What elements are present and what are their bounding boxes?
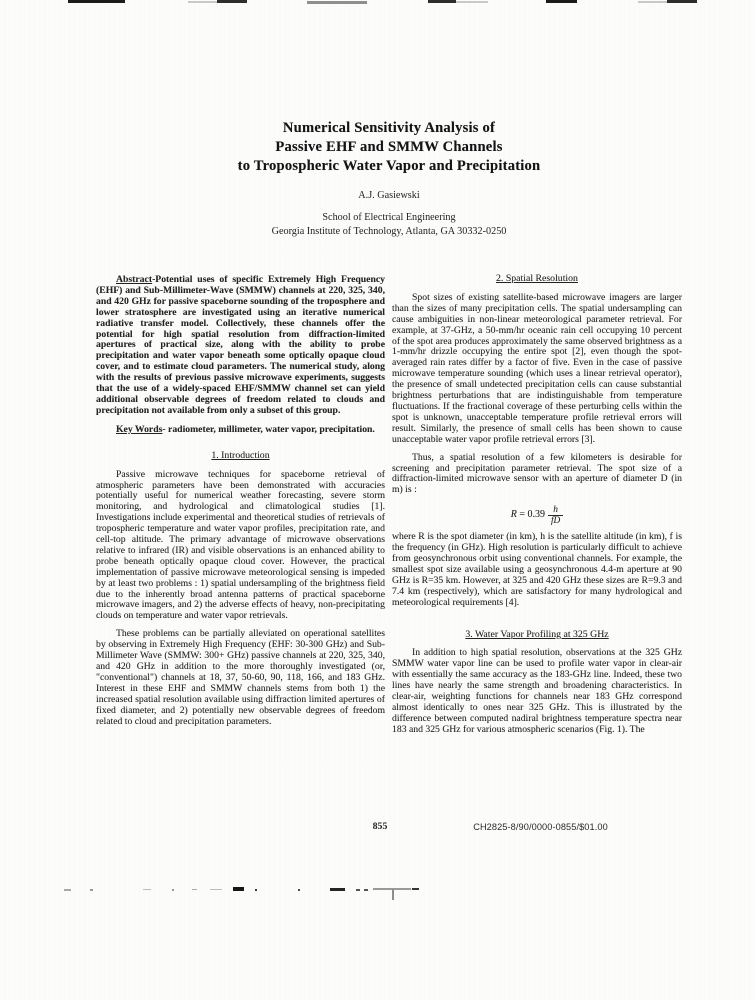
section-heading-introduction [96,451,385,462]
scan-artifact [217,0,247,3]
spatial-resolution-paragraph-3: where R is the spot diameter (in km), h is the satellite altitude (in km), f is the frequency (in GHz). High resolution is particularly difficult to achieve from geosynchronous orbit using conventional channels. For example, the smallest spot size available using a geosynchronous 4.4-m aperture at 90 GHz is R=35 km. However, at 325 and 420 GHz these sizes are R=9.3 and 7.4 km (respectively), which are satisfactory for many hydrological and meteorological requirements [4]. [392,531,682,608]
scan-artifact [192,889,197,890]
spot-size-equation [392,505,682,526]
equation-fraction [548,505,563,526]
scan-artifact [90,889,93,891]
spatial-resolution-paragraph-2: Thus, a spatial resolution of a few kilometers is desirable for screening and precipitation parameter retrieval. The spot size of a diffraction-limited microwave sensor with an aperture of diameter D (in m) is : [392,451,682,496]
section-heading-introduction-label: 1. Introduction [211,449,270,461]
scan-artifact [68,0,125,3]
scan-artifact [638,1,667,3]
scan-artifact [307,1,367,4]
copyright-code: CH2825-8/90/0000-0855/$01.00 [473,822,608,832]
scan-artifact [364,889,368,891]
section-heading-water-vapor [392,630,682,641]
title-line-2: Passive EHF and SMMW Channels [275,139,503,155]
affiliation-line-1: School of Electrical Engineering [322,212,456,223]
equation-denominator: fD [550,516,561,527]
equation-relation: = 0.39 [516,509,545,521]
scan-artifact [64,889,71,891]
affiliation-line-2: Georgia Institute of Technology, Atlanta, GA 30332-0250 [271,226,507,237]
keywords-label: Key Words [116,423,163,435]
author-affiliation [96,211,682,239]
scan-artifact [546,0,577,3]
left-column [96,272,385,727]
scan-artifact [210,889,222,890]
scan-artifact [233,887,244,891]
scan-artifact [188,1,217,3]
equation-variable: R [510,509,517,521]
title-line-3: to Tropospheric Water Vapor and Precipitation [237,158,541,174]
abstract-label: Abstract [116,274,153,285]
keywords-text: - radiometer, millimeter, water vapor, precipitation. [162,423,375,435]
section-heading-water-vapor-label: 3. Water Vapor Profiling at 325 GHz [465,628,609,640]
scan-artifact [255,889,257,891]
section-heading-spatial-resolution [392,274,682,285]
scan-artifact [172,889,174,891]
scan-artifact [392,889,394,900]
scan-artifact [412,888,419,890]
right-column [392,272,682,736]
spatial-resolution-paragraph-1: Spot sizes of existing satellite-based microwave imagers are larger than the sizes of many precipitation cells. The spatial undersampling can cause ambiguities in non-linear meteorological parameter retrieval. For example, at 37-GHz, a 50-mm/hr oceanic rain cell occupying 10 percent of the spot area produces approximately the same observed brightness as a 1-mm/hr drizzle occupying the entire spot [2], even though the spot-averaged rain rates differ by a factor of five. Even in the case of passive microwave temperature sounding (which uses a linear retrieval operator), the presence of small undetected precipitation cells can cause substantial brightness perturbations that are indistinguishable from temperature fluctuations. If the fractional coverage of these perturbing cells within the spot is unknown, unacceptable temperature profile retrieval errors will result. Similarly, the presence of small cells has been shown to cause unacceptable water vapor profile retrieval errors [3]. [392,291,682,445]
paper-title [96,119,682,176]
title-line-1: Numerical Sensitivity Analysis of [282,120,496,136]
scan-artifact [456,1,488,3]
keywords-paragraph [96,425,385,436]
abstract-text: -Potential uses of specific Extremely High Frequency (EHF) and Sub-Millimeter-Wave (SMMW) channels at 220, 325, 340, and 420 GHz for passive spaceborne sounding of the troposphere and lower stratosphere are investigated using an iterative numerical radiative transfer model. Collectively, these channels offer the potential for high spatial resolution from diffraction-limited apertures of practical size, along with the ability to probe precipitation and water vapor beneath some optically opaque cloud cover, and to estimate cloud parameters. The numerical study, along with the results of previous passive microwave experiments, suggests that the use of a widely-spaced EHF/SMMW channel set can yield additional observable degrees of freedom related to clouds and precipitation not available from only a subset of this group. [96,274,385,416]
abstract-paragraph [96,275,385,417]
water-vapor-paragraph-1: In addition to high spatial resolution, observations at the 325 GHz SMMW water vapor line can be used to profile water vapor in clear-air with essentially the same accuracy as the 183-GHz line. Indeed, these two lines have nearly the same strength and broadening characteristics. In clear-air, weighting functions for channels near 183 GHz correspond almost identically to ones near 325 GHz. This is illustrated by the difference between computed nadiral brightness temperature spectra near 183 and 325 GHz for various atmospheric scenarios (Fig. 1). The [392,647,682,735]
equation-numerator: h [553,505,558,516]
scan-artifact [330,888,345,891]
author-name: A.J. Gasiewski [358,190,420,201]
scan-artifact [356,889,360,891]
page-number: 855 [372,821,388,832]
section-heading-spatial-resolution-label: 2. Spatial Resolution [496,273,578,284]
introduction-paragraph-1: Passive microwave techniques for spaceborne retrieval of atmospheric parameters have been demonstrated with accuracies potentially useful for numerical weather forecasting, severe storm monitoring, and hydrological and climatological studies [1]. Investigations include experimental and theoretical studies of retrievals of tropospheric temperature and water vapor profiles, precipitation rate, and cell-top altitude. The primary advantage of microwave observations relative to infrared (IR) and visible observations is an enhanced ability to probe beneath optically opaque cloud cover. However, the practical implementation of passive microwave meteorological sensing is impeded by at least two problems : 1) spatial undersampling of the brightness field due to the inherently broad antenna patterns of practical spaceborne microwave imagers, and 2) the adverse effects of heavy, non-precipitating clouds on temperature and water vapor retrievals. [96,468,385,622]
scan-artifact [298,889,300,891]
scan-artifact [667,0,697,3]
scan-artifact [143,889,151,890]
introduction-paragraph-2: These problems can be partially alleviated on operational satellites by observing in Extremely High Frequency (EHF: 30-300 GHz) and Sub-Millimeter Wave (SMMW: 300+ GHz) passive channels at 220, 325, 340, and 420 GHz in addition to the more thoroughly investigated (or, "conventional") channels at 18, 37, 50-60, 90, 118, 166, and 183 GHz. Interest in these EHF and SMMW channels stems from both 1) the increased spatial resolution available using diffraction limited apertures of fixed diameter, and 2) potentially new observable degrees of freedom related to cloud and precipitation parameters. [96,628,385,727]
scan-artifact [428,0,456,3]
